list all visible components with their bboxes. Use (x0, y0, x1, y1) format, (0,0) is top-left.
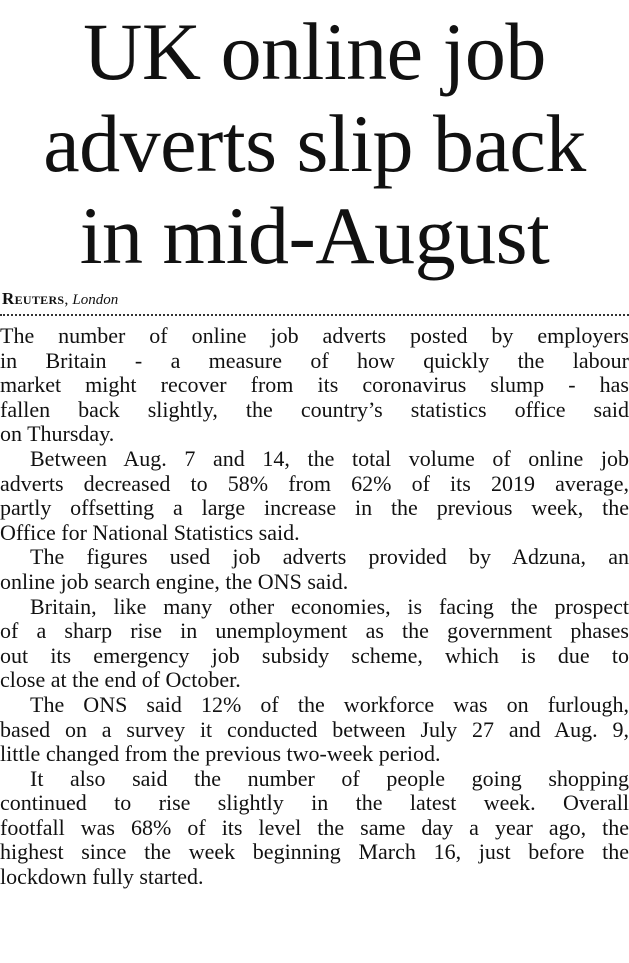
paragraph-2-line-3: partly offsetting a large increase in the previous week, the (0, 496, 629, 521)
paragraph-1-line-1: The number of online job adverts posted by employers (0, 324, 629, 348)
paragraph-6-line-2: continued to rise slightly in the latest week. Overall (0, 791, 629, 816)
paragraph-4-line-2: of a sharp rise in unemployment as the government phases (0, 619, 629, 644)
paragraph-5 (0, 693, 629, 767)
paragraph-2-line-4: Office for National Statistics said. (0, 520, 300, 545)
paragraph-5-line-1: The ONS said 12% of the workforce was on furlough, (30, 692, 629, 717)
paragraph-4-line-4: close at the end of October. (0, 668, 241, 693)
paragraph-6 (0, 767, 629, 890)
paragraph-1-line-4: fallen back slightly, the country’s statistics office said (0, 397, 629, 422)
headline (0, 0, 629, 282)
paragraph-1-line-3: market might recover from its coronavirus slump - has (0, 373, 629, 398)
paragraph-1 (0, 324, 629, 447)
byline-city: London (72, 292, 119, 308)
paragraph-3-line-1: The figures used job adverts provided by Adzuna, an (30, 545, 629, 570)
paragraph-5-line-2: based on a survey it conducted between July 27 and Aug. 9, (0, 717, 629, 742)
paragraph-4 (0, 595, 629, 693)
paragraph-4-line-1: Britain, like many other economies, is facing the prospect (30, 594, 629, 619)
headline-line-2: adverts slip back (43, 98, 586, 189)
paragraph-6-line-4: highest since the week beginning March 16, just before the (0, 840, 629, 865)
paragraph-1-line-2: in Britain - a measure of how quickly the labour (0, 348, 629, 373)
paragraph-3-line-2: online job search engine, the ONS said. (0, 569, 349, 594)
byline (0, 290, 629, 310)
byline-separator: , (64, 291, 69, 308)
paragraph-2-line-1: Between Aug. 7 and 14, the total volume of online job (30, 446, 629, 471)
headline-line-1: UK online job (83, 6, 546, 97)
headline-line-3: in mid-August (79, 190, 550, 281)
paragraph-6-line-5: lockdown fully started. (0, 865, 204, 890)
article-body (0, 316, 629, 890)
paragraph-2 (0, 447, 629, 545)
paragraph-6-line-1: It also said the number of people going shopping (30, 766, 629, 791)
byline-agency: Reuters (2, 289, 65, 308)
paragraph-5-line-3: little changed from the previous two-week period. (0, 742, 441, 767)
paragraph-3 (0, 545, 629, 594)
paragraph-6-line-3: footfall was 68% of its level the same day a year ago, the (0, 815, 629, 840)
paragraph-1-line-5: on Thursday. (0, 422, 115, 447)
paragraph-2-line-2: adverts decreased to 58% from 62% of its 2019 average, (0, 471, 629, 496)
paragraph-4-line-3: out its emergency job subsidy scheme, which is due to (0, 643, 629, 668)
